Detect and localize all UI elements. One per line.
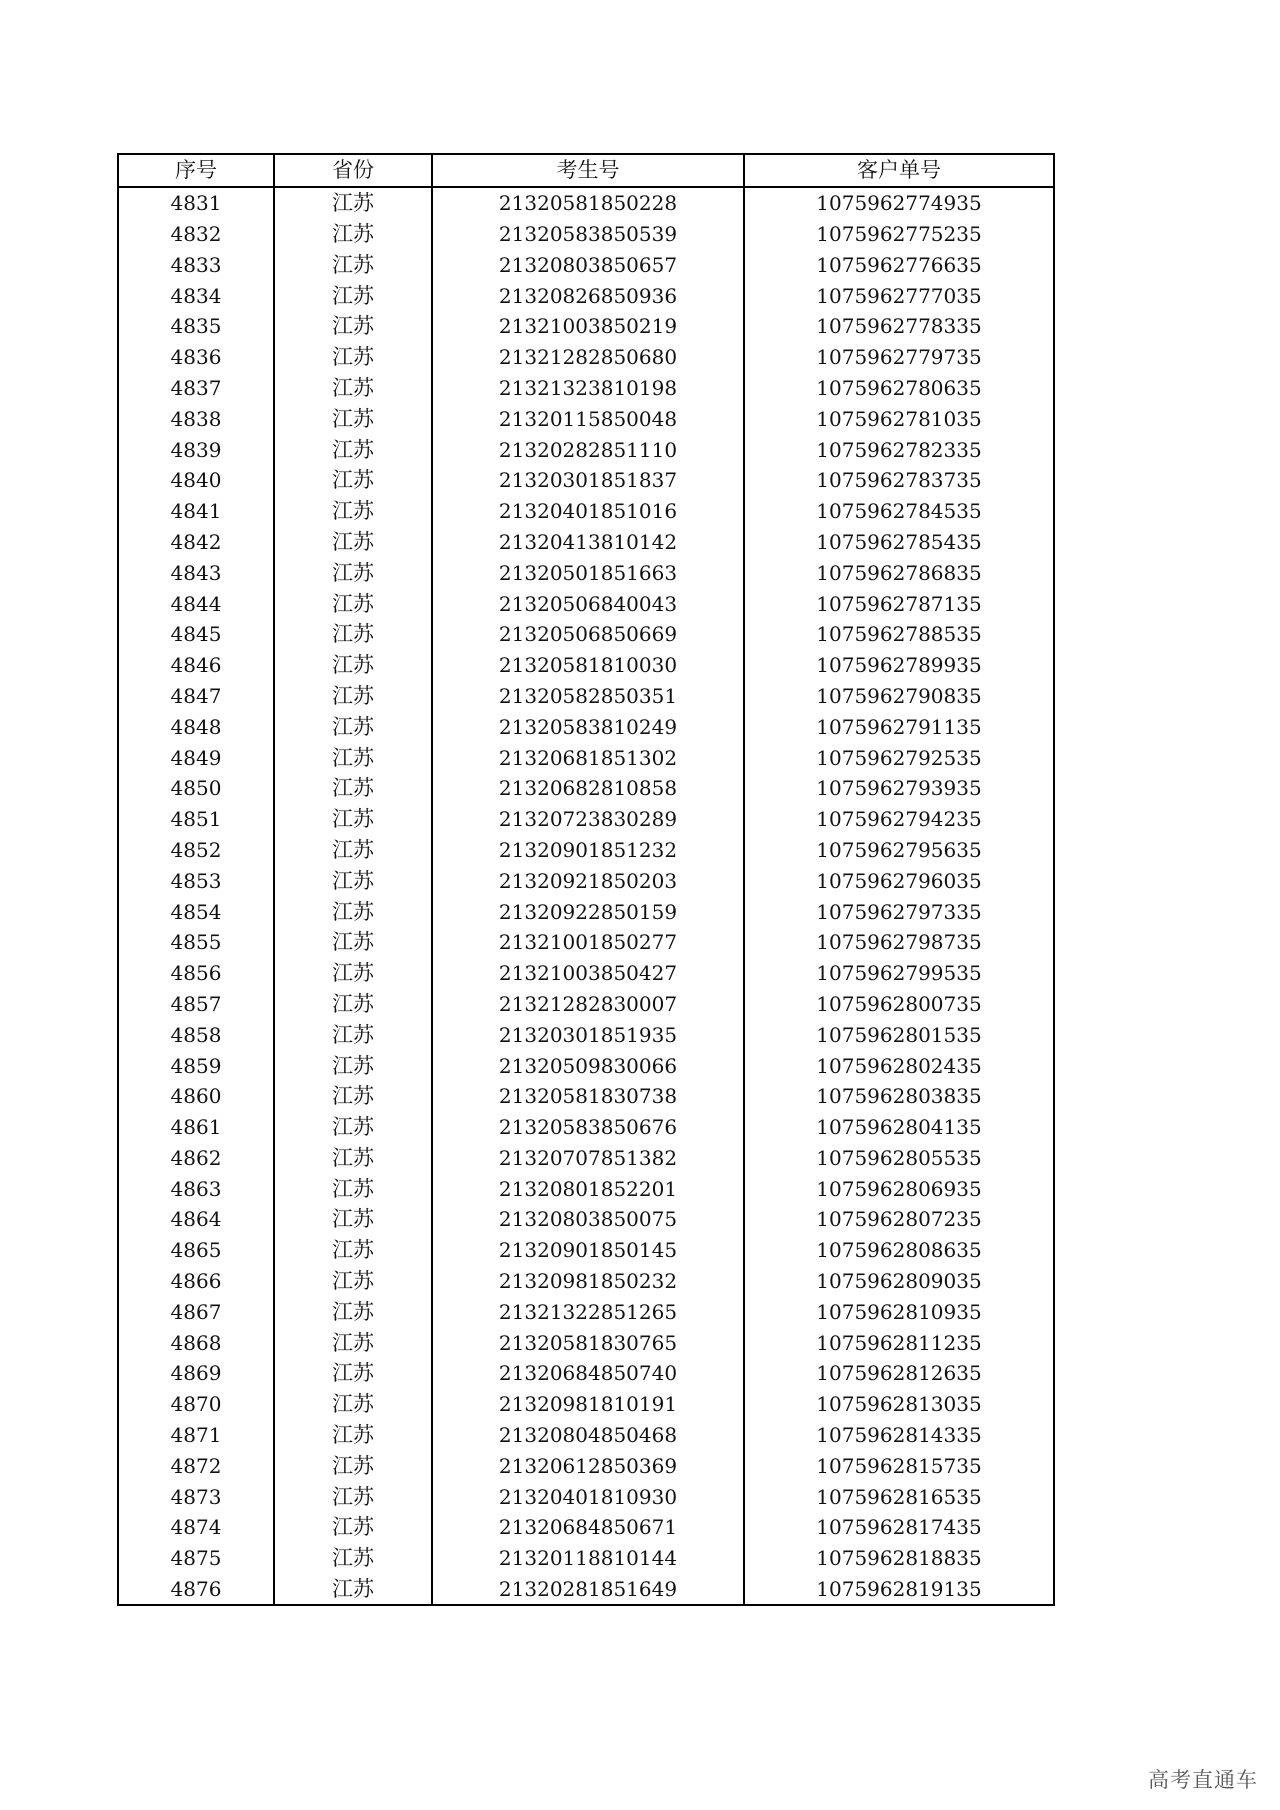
table-row	[118, 1543, 1054, 1574]
row-customer-order: 1075962786835	[744, 557, 1054, 588]
row-customer-order: 1075962800735	[744, 989, 1054, 1020]
row-province: 江苏	[274, 557, 432, 588]
row-exam-number: 21320506850669	[432, 619, 744, 650]
row-exam-number: 21320803850075	[432, 1204, 744, 1235]
table-row	[118, 619, 1054, 650]
table-row	[118, 742, 1054, 773]
table-row	[118, 1389, 1054, 1420]
row-exam-number: 21320281851649	[432, 1574, 744, 1606]
row-exam-number: 21320413810142	[432, 527, 744, 558]
row-exam-number: 21320723830289	[432, 804, 744, 835]
row-province: 江苏	[274, 1512, 432, 1543]
table-row	[118, 989, 1054, 1020]
row-customer-order: 1075962813035	[744, 1389, 1054, 1420]
row-index: 4864	[118, 1204, 274, 1235]
row-province: 江苏	[274, 1266, 432, 1297]
row-customer-order: 1075962799535	[744, 958, 1054, 989]
row-customer-order: 1075962774935	[744, 187, 1054, 219]
table-row	[118, 958, 1054, 989]
row-index: 4858	[118, 1019, 274, 1050]
row-index: 4847	[118, 681, 274, 712]
row-province: 江苏	[274, 311, 432, 342]
row-exam-number: 21320501851663	[432, 557, 744, 588]
row-index: 4861	[118, 1112, 274, 1143]
header-customer-order: 客户单号	[744, 154, 1054, 187]
row-province: 江苏	[274, 1481, 432, 1512]
row-customer-order: 1075962802435	[744, 1050, 1054, 1081]
row-index: 4868	[118, 1327, 274, 1358]
row-customer-order: 1075962807235	[744, 1204, 1054, 1235]
row-customer-order: 1075962795635	[744, 835, 1054, 866]
row-customer-order: 1075962812635	[744, 1358, 1054, 1389]
row-customer-order: 1075962811235	[744, 1327, 1054, 1358]
row-province: 江苏	[274, 1019, 432, 1050]
row-exam-number: 21321282850680	[432, 342, 744, 373]
row-customer-order: 1075962797335	[744, 896, 1054, 927]
row-exam-number: 21320707851382	[432, 1143, 744, 1174]
row-province: 江苏	[274, 1327, 432, 1358]
header-exam-number: 考生号	[432, 154, 744, 187]
row-exam-number: 21320922850159	[432, 896, 744, 927]
row-index: 4857	[118, 989, 274, 1020]
row-customer-order: 1075962788535	[744, 619, 1054, 650]
row-province: 江苏	[274, 1204, 432, 1235]
row-province: 江苏	[274, 1081, 432, 1112]
data-table	[117, 153, 1055, 1606]
row-province: 江苏	[274, 1235, 432, 1266]
row-exam-number: 21321001850277	[432, 927, 744, 958]
row-index: 4867	[118, 1296, 274, 1327]
row-index: 4850	[118, 773, 274, 804]
table-row	[118, 434, 1054, 465]
row-exam-number: 21320401851016	[432, 496, 744, 527]
row-customer-order: 1075962809035	[744, 1266, 1054, 1297]
row-index: 4834	[118, 280, 274, 311]
row-exam-number: 21320901850145	[432, 1235, 744, 1266]
row-province: 江苏	[274, 650, 432, 681]
table-row	[118, 865, 1054, 896]
row-province: 江苏	[274, 742, 432, 773]
table-row	[118, 1481, 1054, 1512]
row-customer-order: 1075962818835	[744, 1543, 1054, 1574]
row-province: 江苏	[274, 773, 432, 804]
row-customer-order: 1075962816535	[744, 1481, 1054, 1512]
table-row	[118, 373, 1054, 404]
row-province: 江苏	[274, 989, 432, 1020]
row-index: 4853	[118, 865, 274, 896]
row-exam-number: 21320804850468	[432, 1420, 744, 1451]
row-province: 江苏	[274, 465, 432, 496]
row-index: 4831	[118, 187, 274, 219]
row-index: 4856	[118, 958, 274, 989]
table-row	[118, 1296, 1054, 1327]
row-customer-order: 1075962775235	[744, 219, 1054, 250]
row-exam-number: 21320506840043	[432, 588, 744, 619]
row-customer-order: 1075962814335	[744, 1420, 1054, 1451]
row-customer-order: 1075962781035	[744, 403, 1054, 434]
row-customer-order: 1075962815735	[744, 1450, 1054, 1481]
row-province: 江苏	[274, 1543, 432, 1574]
table-row	[118, 311, 1054, 342]
row-exam-number: 21321323810198	[432, 373, 744, 404]
row-index: 4837	[118, 373, 274, 404]
row-province: 江苏	[274, 1420, 432, 1451]
row-customer-order: 1075962817435	[744, 1512, 1054, 1543]
row-index: 4842	[118, 527, 274, 558]
row-customer-order: 1075962777035	[744, 280, 1054, 311]
row-index: 4833	[118, 249, 274, 280]
row-province: 江苏	[274, 1450, 432, 1481]
row-index: 4852	[118, 835, 274, 866]
row-exam-number: 21320921850203	[432, 865, 744, 896]
row-province: 江苏	[274, 527, 432, 558]
table-row	[118, 465, 1054, 496]
row-province: 江苏	[274, 249, 432, 280]
row-customer-order: 1075962784535	[744, 496, 1054, 527]
table-row	[118, 1574, 1054, 1606]
row-index: 4863	[118, 1173, 274, 1204]
table-row	[118, 219, 1054, 250]
table-row	[118, 1512, 1054, 1543]
row-customer-order: 1075962804135	[744, 1112, 1054, 1143]
table-row	[118, 1204, 1054, 1235]
row-exam-number: 21320583850676	[432, 1112, 744, 1143]
row-province: 江苏	[274, 804, 432, 835]
row-province: 江苏	[274, 403, 432, 434]
row-index: 4870	[118, 1389, 274, 1420]
row-index: 4841	[118, 496, 274, 527]
row-index: 4871	[118, 1420, 274, 1451]
row-exam-number: 21320581830765	[432, 1327, 744, 1358]
row-customer-order: 1075962803835	[744, 1081, 1054, 1112]
row-customer-order: 1075962819135	[744, 1574, 1054, 1606]
table-row	[118, 1327, 1054, 1358]
row-index: 4851	[118, 804, 274, 835]
row-province: 江苏	[274, 219, 432, 250]
table-row	[118, 496, 1054, 527]
row-index: 4848	[118, 711, 274, 742]
row-index: 4859	[118, 1050, 274, 1081]
row-province: 江苏	[274, 496, 432, 527]
table-row	[118, 1173, 1054, 1204]
row-exam-number: 21320803850657	[432, 249, 744, 280]
row-index: 4872	[118, 1450, 274, 1481]
row-exam-number: 21320301851935	[432, 1019, 744, 1050]
table-row	[118, 342, 1054, 373]
row-customer-order: 1075962796035	[744, 865, 1054, 896]
table-row	[118, 1235, 1054, 1266]
row-province: 江苏	[274, 681, 432, 712]
row-customer-order: 1075962798735	[744, 927, 1054, 958]
row-index: 4838	[118, 403, 274, 434]
row-customer-order: 1075962806935	[744, 1173, 1054, 1204]
row-exam-number: 21320282851110	[432, 434, 744, 465]
row-customer-order: 1075962785435	[744, 527, 1054, 558]
row-province: 江苏	[274, 711, 432, 742]
row-exam-number: 21320581810030	[432, 650, 744, 681]
row-exam-number: 21320826850936	[432, 280, 744, 311]
row-exam-number: 21320118810144	[432, 1543, 744, 1574]
table-row	[118, 896, 1054, 927]
row-exam-number: 21320612850369	[432, 1450, 744, 1481]
row-customer-order: 1075962794235	[744, 804, 1054, 835]
row-exam-number: 21320583850539	[432, 219, 744, 250]
table-row	[118, 1420, 1054, 1451]
table-row	[118, 403, 1054, 434]
table-row	[118, 588, 1054, 619]
row-index: 4865	[118, 1235, 274, 1266]
row-customer-order: 1075962790835	[744, 681, 1054, 712]
table-row	[118, 927, 1054, 958]
table-row	[118, 650, 1054, 681]
row-exam-number: 21320684850740	[432, 1358, 744, 1389]
table-row	[118, 187, 1054, 219]
row-exam-number: 21320581850228	[432, 187, 744, 219]
table-row	[118, 773, 1054, 804]
table-row	[118, 1081, 1054, 1112]
header-index: 序号	[118, 154, 274, 187]
table-row	[118, 280, 1054, 311]
row-index: 4875	[118, 1543, 274, 1574]
row-index: 4839	[118, 434, 274, 465]
row-index: 4849	[118, 742, 274, 773]
row-customer-order: 1075962792535	[744, 742, 1054, 773]
table-row	[118, 1358, 1054, 1389]
row-exam-number: 21320901851232	[432, 835, 744, 866]
row-province: 江苏	[274, 1050, 432, 1081]
row-exam-number: 21320301851837	[432, 465, 744, 496]
row-index: 4843	[118, 557, 274, 588]
row-index: 4874	[118, 1512, 274, 1543]
row-province: 江苏	[274, 1143, 432, 1174]
row-exam-number: 21321003850427	[432, 958, 744, 989]
row-exam-number: 21320115850048	[432, 403, 744, 434]
row-exam-number: 21320682810858	[432, 773, 744, 804]
row-exam-number: 21320581830738	[432, 1081, 744, 1112]
row-province: 江苏	[274, 835, 432, 866]
row-index: 4835	[118, 311, 274, 342]
row-province: 江苏	[274, 958, 432, 989]
row-province: 江苏	[274, 280, 432, 311]
row-province: 江苏	[274, 927, 432, 958]
table-row	[118, 249, 1054, 280]
table-row	[118, 1266, 1054, 1297]
row-index: 4855	[118, 927, 274, 958]
row-province: 江苏	[274, 896, 432, 927]
row-province: 江苏	[274, 434, 432, 465]
row-customer-order: 1075962801535	[744, 1019, 1054, 1050]
row-index: 4854	[118, 896, 274, 927]
row-province: 江苏	[274, 588, 432, 619]
row-index: 4840	[118, 465, 274, 496]
row-province: 江苏	[274, 1173, 432, 1204]
header-province: 省份	[274, 154, 432, 187]
row-exam-number: 21320981850232	[432, 1266, 744, 1297]
row-index: 4866	[118, 1266, 274, 1297]
row-province: 江苏	[274, 1389, 432, 1420]
row-exam-number: 21321322851265	[432, 1296, 744, 1327]
row-province: 江苏	[274, 619, 432, 650]
row-province: 江苏	[274, 187, 432, 219]
row-index: 4846	[118, 650, 274, 681]
row-province: 江苏	[274, 865, 432, 896]
row-province: 江苏	[274, 1574, 432, 1606]
table-row	[118, 681, 1054, 712]
row-index: 4832	[118, 219, 274, 250]
table-row	[118, 1143, 1054, 1174]
row-province: 江苏	[274, 342, 432, 373]
row-customer-order: 1075962778335	[744, 311, 1054, 342]
row-exam-number: 21320981810191	[432, 1389, 744, 1420]
row-customer-order: 1075962782335	[744, 434, 1054, 465]
header-row	[118, 154, 1054, 187]
row-province: 江苏	[274, 1358, 432, 1389]
row-index: 4876	[118, 1574, 274, 1606]
table-body	[118, 187, 1054, 1606]
row-province: 江苏	[274, 1296, 432, 1327]
row-exam-number: 21320401810930	[432, 1481, 744, 1512]
row-customer-order: 1075962810935	[744, 1296, 1054, 1327]
row-index: 4860	[118, 1081, 274, 1112]
table-row	[118, 1019, 1054, 1050]
table-row	[118, 1050, 1054, 1081]
row-index: 4844	[118, 588, 274, 619]
table-row	[118, 557, 1054, 588]
row-customer-order: 1075962783735	[744, 465, 1054, 496]
row-index: 4862	[118, 1143, 274, 1174]
row-index: 4836	[118, 342, 274, 373]
row-customer-order: 1075962787135	[744, 588, 1054, 619]
table-row	[118, 1112, 1054, 1143]
row-customer-order: 1075962793935	[744, 773, 1054, 804]
row-customer-order: 1075962808635	[744, 1235, 1054, 1266]
table-row	[118, 527, 1054, 558]
row-customer-order: 1075962779735	[744, 342, 1054, 373]
row-exam-number: 21320681851302	[432, 742, 744, 773]
row-customer-order: 1075962776635	[744, 249, 1054, 280]
row-index: 4845	[118, 619, 274, 650]
row-province: 江苏	[274, 373, 432, 404]
row-exam-number: 21320509830066	[432, 1050, 744, 1081]
table-header	[118, 154, 1054, 187]
row-exam-number: 21320582850351	[432, 681, 744, 712]
row-exam-number: 21320583810249	[432, 711, 744, 742]
row-customer-order: 1075962789935	[744, 650, 1054, 681]
table-row	[118, 804, 1054, 835]
row-customer-order: 1075962780635	[744, 373, 1054, 404]
row-exam-number: 21320684850671	[432, 1512, 744, 1543]
table-row	[118, 835, 1054, 866]
row-index: 4873	[118, 1481, 274, 1512]
row-province: 江苏	[274, 1112, 432, 1143]
row-exam-number: 21321282830007	[432, 989, 744, 1020]
row-customer-order: 1075962791135	[744, 711, 1054, 742]
table-row	[118, 1450, 1054, 1481]
row-customer-order: 1075962805535	[744, 1143, 1054, 1174]
row-exam-number: 21320801852201	[432, 1173, 744, 1204]
row-exam-number: 21321003850219	[432, 311, 744, 342]
table-row	[118, 711, 1054, 742]
watermark-text: 高考直通车	[1148, 1768, 1258, 1792]
row-index: 4869	[118, 1358, 274, 1389]
